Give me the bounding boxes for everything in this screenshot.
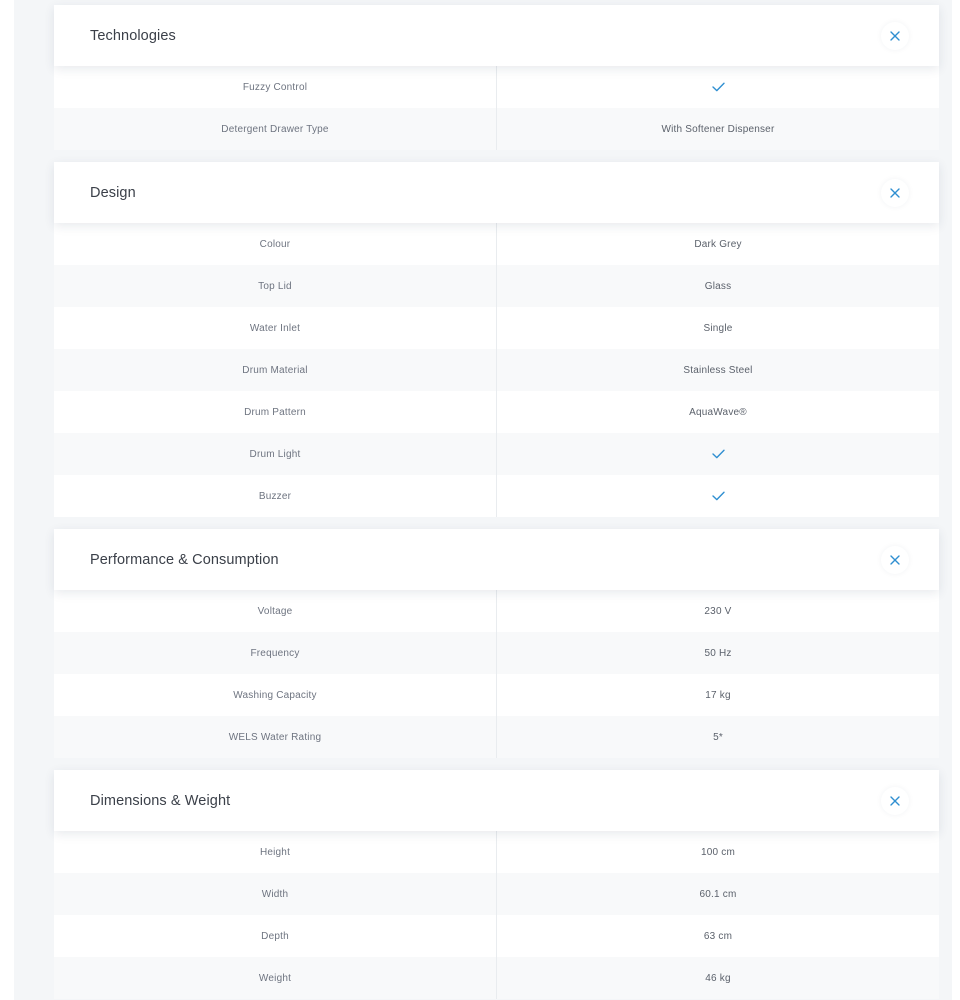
check-icon <box>712 449 725 459</box>
section-header[interactable] <box>54 529 939 590</box>
spec-row <box>54 265 939 307</box>
spec-value <box>497 433 939 475</box>
spec-row <box>54 873 939 915</box>
section-title: Performance & Consumption <box>90 551 279 568</box>
spec-value: 230 V <box>704 605 732 617</box>
spec-row <box>54 223 939 265</box>
spec-label: Weight <box>54 957 497 999</box>
spec-row <box>54 716 939 758</box>
spec-label: Drum Light <box>54 433 497 475</box>
spec-value: 100 cm <box>701 846 735 858</box>
spec-table <box>54 66 939 150</box>
spec-value: 63 cm <box>703 930 733 942</box>
close-icon <box>890 188 900 198</box>
spec-row <box>54 632 939 674</box>
spec-value: Single <box>703 322 733 334</box>
section-title: Technologies <box>90 27 176 44</box>
spec-row <box>54 915 939 957</box>
spec-value: 17 kg <box>705 689 731 701</box>
page-background <box>14 0 952 1000</box>
section-title: Dimensions & Weight <box>90 792 231 809</box>
spec-table <box>54 590 939 758</box>
collapse-button[interactable] <box>881 22 909 50</box>
spec-row <box>54 349 939 391</box>
spec-label: Top Lid <box>54 265 497 307</box>
spec-value: Stainless Steel <box>683 364 753 376</box>
spec-label: Fuzzy Control <box>54 66 497 108</box>
spec-value: Dark Grey <box>694 238 742 250</box>
spec-value <box>497 475 939 517</box>
spec-label: Voltage <box>54 590 497 632</box>
spec-label: Buzzer <box>54 475 497 517</box>
section-title: Design <box>90 184 136 201</box>
spec-row <box>54 307 939 349</box>
spec-value: 5* <box>713 731 723 743</box>
close-icon <box>890 796 900 806</box>
spec-row <box>54 66 939 108</box>
spec-value: Glass <box>704 280 732 292</box>
collapse-button[interactable] <box>881 546 909 574</box>
section-header[interactable] <box>54 162 939 223</box>
spec-table <box>54 831 939 999</box>
spec-value <box>497 66 939 108</box>
spec-label: Depth <box>54 915 497 957</box>
close-icon <box>890 555 900 565</box>
spec-label: Drum Material <box>54 349 497 391</box>
check-icon <box>712 491 725 501</box>
spec-label: Drum Pattern <box>54 391 497 433</box>
spec-label: Washing Capacity <box>54 674 497 716</box>
spec-row <box>54 391 939 433</box>
spec-row <box>54 831 939 873</box>
section-dimensions-weight <box>54 770 939 999</box>
spec-value: 60.1 cm <box>699 888 737 900</box>
section-technologies <box>54 5 939 150</box>
close-icon <box>890 31 900 41</box>
spec-table <box>54 223 939 517</box>
spec-label: WELS Water Rating <box>54 716 497 758</box>
spec-label: Colour <box>54 223 497 265</box>
specifications-list <box>54 0 939 999</box>
section-header[interactable] <box>54 770 939 831</box>
spec-label: Water Inlet <box>54 307 497 349</box>
spec-row <box>54 590 939 632</box>
spec-label: Height <box>54 831 497 873</box>
spec-label: Detergent Drawer Type <box>54 108 497 150</box>
spec-value: AquaWave® <box>689 406 747 418</box>
spec-value: With Softener Dispenser <box>661 123 775 135</box>
collapse-button[interactable] <box>881 787 909 815</box>
spec-row <box>54 957 939 999</box>
spec-row <box>54 433 939 475</box>
section-header[interactable] <box>54 5 939 66</box>
spec-value: 46 kg <box>705 972 731 984</box>
section-design <box>54 162 939 517</box>
spec-label: Width <box>54 873 497 915</box>
spec-value: 50 Hz <box>704 647 732 659</box>
spec-label: Frequency <box>54 632 497 674</box>
collapse-button[interactable] <box>881 179 909 207</box>
section-performance-consumption <box>54 529 939 758</box>
spec-row <box>54 674 939 716</box>
spec-row <box>54 108 939 150</box>
spec-row <box>54 475 939 517</box>
check-icon <box>712 82 725 92</box>
